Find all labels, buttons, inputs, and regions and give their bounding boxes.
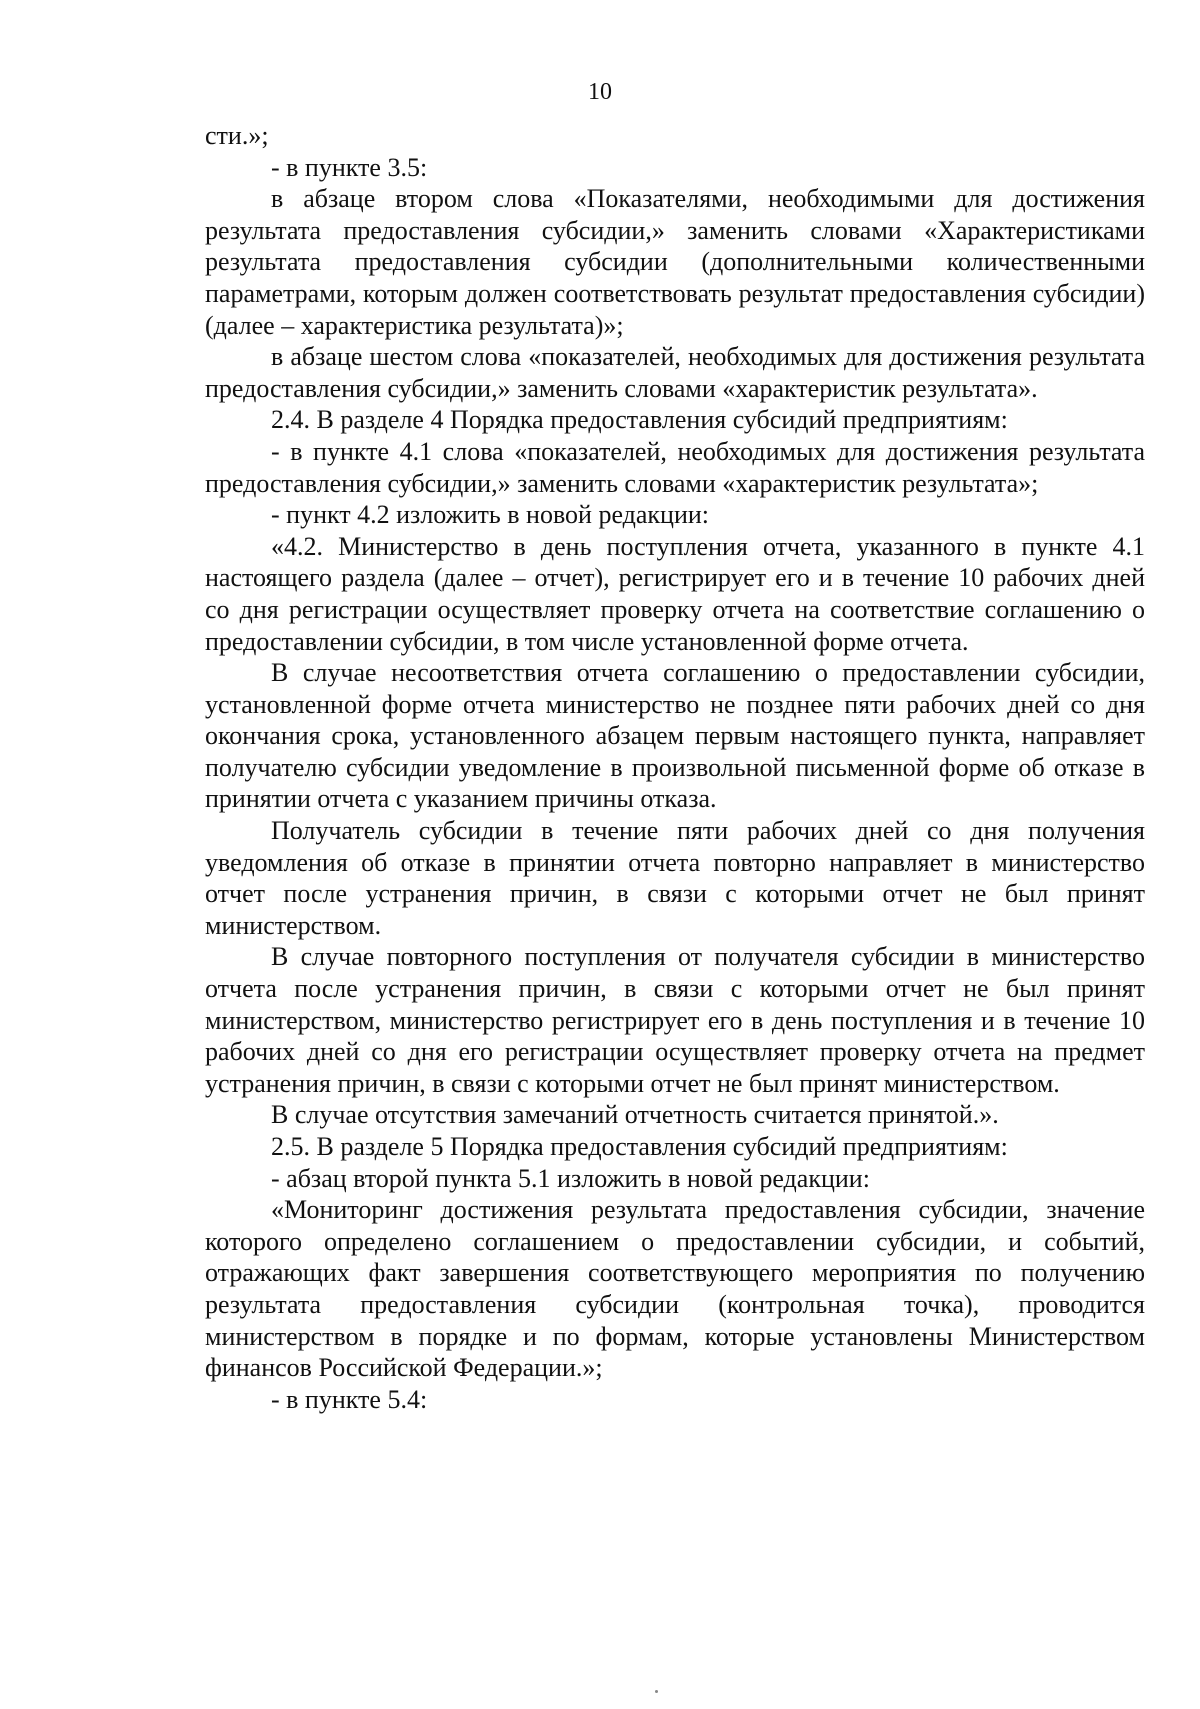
- paragraph-section-2-5: 2.5. В разделе 5 Порядка предоставления субсидий предприятиям:: [271, 1132, 1008, 1161]
- paragraph-monitoring: «Мониторинг достижения результата предоставления субсидии, значение которого определено соглашением о предоставлении субсидии, и событий, отражающих факт завершения соответствующего мероприятия по получению результата предоставления субсидии (контрольная точка), проводится министерством в порядке и по формам, которые установлены Министерством финансов Российской Федерации.»;: [205, 1195, 1145, 1383]
- paragraph-item-5-4: - в пункте 5.4:: [271, 1384, 428, 1414]
- paragraph-accepted: В случае отсутствия замечаний отчетность считается принятой.».: [271, 1100, 999, 1130]
- paragraph-item-3-5: - в пункте 3.5:: [271, 152, 428, 182]
- paragraph-repeat-receipt: В случае повторного поступления от получателя субсидии в министерство отчета после устранения причин, в связи с которыми отчет не был принят министерством, министерство регистрирует его в день поступления и в течение 10 рабочих дней со дня его регистрации осуществляет проверку отчета на предмет устранения причин, в связи с которыми отчет не был принят министерством.: [205, 942, 1145, 1098]
- paragraph-resubmission: Получатель субсидии в течение пяти рабочих дней со дня получения уведомления об отказе в принятии отчета повторно направляет в министерство отчет после устранения причин, в связи с которыми отчет не был принят министерством.: [205, 816, 1145, 940]
- paragraph-section-2-4: 2.4. В разделе 4 Порядка предоставления субсидий предприятиям:: [271, 405, 1008, 435]
- paragraph-continuation: сти.»;: [205, 121, 269, 150]
- page-number: 10: [588, 79, 612, 105]
- paragraph-item-4-1: - в пункте 4.1 слова «показателей, необходимых для достижения результата предоставления субсидии,» заменить словами «характеристик результата»;: [205, 436, 1145, 498]
- paragraph-second-abzac: в абзаце втором слова «Показателями, необходимыми для достижения результата предоставления субсидии,» заменить словами «Характеристиками результата предоставления субсидии (дополнительными количественными параметрами, которым должен соответствовать результат предоставления субсидии) (далее – характеристика результата)»;: [205, 184, 1145, 340]
- paragraph-item-5-1-intro: - абзац второй пункта 5.1 изложить в новой редакции:: [271, 1163, 870, 1193]
- scan-speck: [655, 1690, 658, 1693]
- paragraph-item-4-2-intro: - пункт 4.2 изложить в новой редакции:: [271, 500, 710, 530]
- paragraph-nonconformity: В случае несоответствия отчета соглашению о предоставлении субсидии, установленной форме отчета министерство не позднее пяти рабочих дней со дня окончания срока, установленного абзацем первым настоящего пункта, направляет получателю субсидии уведомление в произвольной письменной форме об отказе в принятии отчета с указанием причины отказа.: [205, 658, 1145, 814]
- paragraph-sixth-abzac: в абзаце шестом слова «показателей, необходимых для достижения результата предоставления субсидии,» заменить словами «характеристик результата».: [205, 342, 1145, 403]
- paragraph-item-4-2-text: «4.2. Министерство в день поступления отчета, указанного в пункте 4.1 настоящего раздела (далее – отчет), регистрирует его и в течение 10 рабочих дней со дня регистрации осуществляет проверку отчета на соответствие соглашению о предоставлении субсидии, в том числе установленной форме отчета.: [205, 531, 1145, 656]
- document-body: [205, 120, 1145, 1415]
